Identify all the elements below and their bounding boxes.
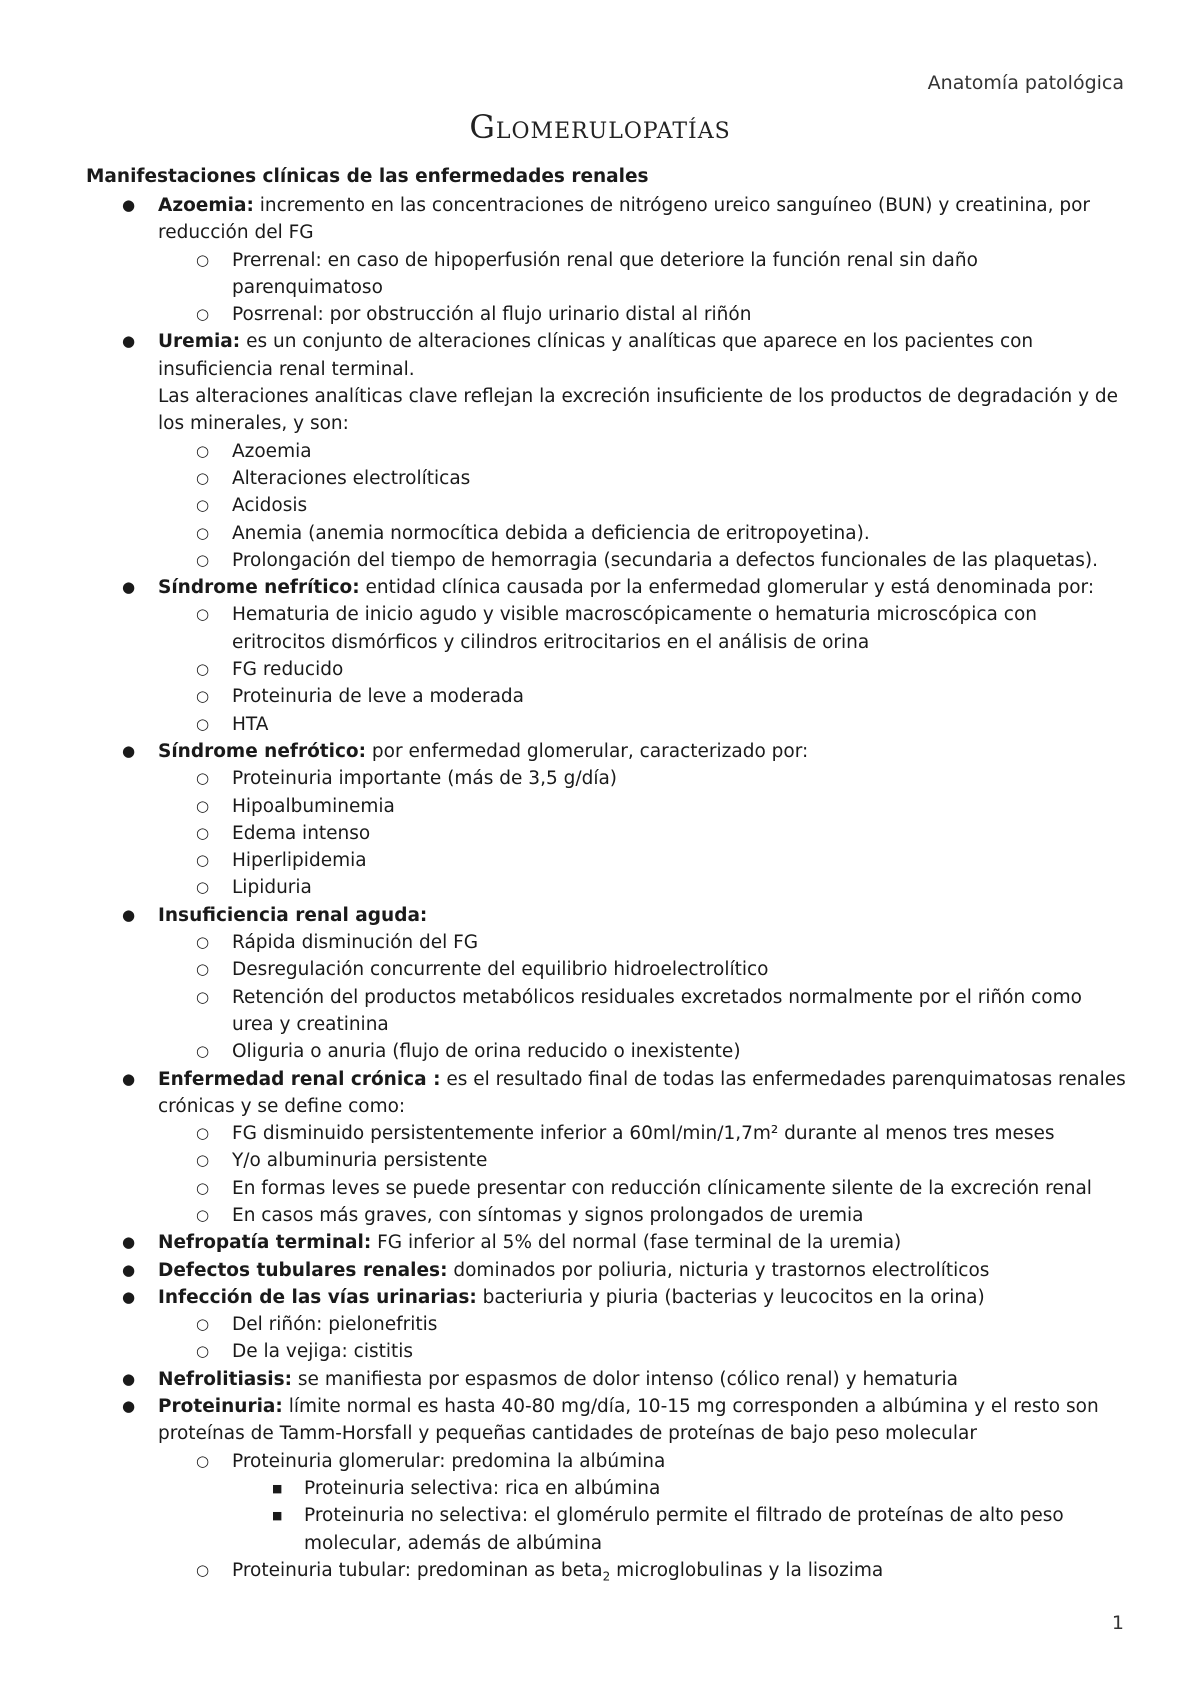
list-item [86,711,1126,738]
list-item [86,1120,1126,1147]
term-label: Enfermedad renal crónica : [158,1068,441,1090]
bullet-icon: ○ [196,1205,210,1224]
item-text: por enfermedad glomerular, caracterizado por: [366,740,809,762]
list-item [86,1393,1126,1448]
list-item [86,874,1126,901]
bullet-icon: ○ [196,851,210,870]
bullet-icon: ● [122,1287,136,1306]
bullet-icon: ○ [196,1560,210,1579]
bullet-icon: ● [122,1260,136,1279]
list-item [86,1147,1126,1174]
bullet-icon: ● [122,1369,136,1388]
list-item [86,1557,1126,1584]
item-text: Hiperlipidemia [232,850,367,872]
section-heading: Manifestaciones clínicas de las enfermedades renales [86,166,649,187]
item-text-after: microglobulinas y la lisozima [610,1559,884,1581]
item-text: Prerrenal: en caso de hipoperfusión renal que deteriore la función renal sin daño parenquimatoso [232,249,978,298]
bullet-icon: ○ [196,605,210,624]
item-text: Desregulación concurrente del equilibrio hidroelectrolítico [232,959,769,981]
list-item [86,1257,1126,1284]
bullet-icon: ○ [196,796,210,815]
list-item [86,247,1126,302]
item-text: se manifiesta por espasmos de dolor intenso (cólico renal) y hematuria [292,1368,958,1390]
list-item [86,902,1126,929]
bullet-icon: ○ [196,1178,210,1197]
list-item [86,738,1126,765]
term-label: Nefrolitiasis: [158,1368,293,1390]
bullet-icon: ○ [196,550,210,569]
list-item [86,601,1126,656]
term-label: Síndrome nefrótico: [158,740,367,762]
item-text: FG inferior al 5% del normal (fase terminal de la uremia) [371,1232,902,1254]
list-item [86,1175,1126,1202]
item-text: Hematuria de inicio agudo y visible macroscópicamente o hematuria microscópica con eritrocitos dismórficos y cilindros eritrocitarios en el análisis de orina [232,604,1037,653]
bullet-icon: ○ [196,496,210,515]
term-label: Nefropatía terminal: [158,1232,372,1254]
bullet-icon: ○ [196,687,210,706]
item-text: Proteinuria importante (más de 3,5 g/día) [232,768,618,790]
subscript: 2 [602,1569,611,1584]
list-item [86,1284,1126,1311]
list-item [86,574,1126,601]
list-item [86,1366,1126,1393]
term-label: Defectos tubulares renales: [158,1259,448,1281]
bullet-icon: ○ [196,441,210,460]
item-text: HTA [232,713,269,735]
item-text: Y/o albuminuria persistente [232,1150,488,1172]
item-text: FG reducido [232,659,344,681]
item-text: Oliguria o anuria (flujo de orina reducido o inexistente) [232,1041,741,1063]
bullet-icon: ○ [196,714,210,733]
bullet-icon: ■ [272,1481,283,1495]
item-text: Del riñón: pielonefritis [232,1314,438,1336]
list-item [86,547,1126,574]
item-text: Rápida disminución del FG [232,932,479,954]
bullet-icon: ○ [196,250,210,269]
list-item [86,1066,1126,1121]
list-item [86,192,1126,247]
term-label: Azoemia: [158,195,254,216]
item-text: Proteinuria de leve a moderada [232,686,524,708]
bullet-icon: ○ [196,468,210,487]
item-text: incremento en las concentraciones de nitrógeno ureico sanguíneo (BUN) y creatinina, por reducción del FG [158,195,1091,244]
item-text: Edema intenso [232,822,371,844]
bullet-icon: ● [122,196,136,214]
list-item [86,1202,1126,1229]
bullet-list [86,192,1126,1584]
list-item [86,1229,1126,1256]
list-item [86,465,1126,492]
list-item [86,301,1126,328]
document-header: Anatomía patológica [927,72,1124,94]
bullet-icon: ○ [196,769,210,788]
term-label: Uremia: [158,331,241,353]
item-text: Lipiduria [232,877,312,899]
list-item [86,1311,1126,1338]
page-number: 1 [1111,1612,1124,1634]
bullet-icon: ○ [196,878,210,897]
list-item [86,656,1126,683]
list-item [86,820,1126,847]
item-text: entidad clínica causada por la enfermedad glomerular y está denominada por: [359,577,1095,599]
bullet-icon: ○ [196,1451,210,1470]
item-text: bacteriuria y piuria (bacterias y leucocitos en la orina) [476,1286,985,1308]
item-text: De la vejiga: cistitis [232,1341,414,1363]
paragraph [86,383,1126,438]
item-text: Proteinuria tubular: predominan as beta [232,1559,603,1581]
item-text: es el resultado final de todas las enfermedades parenquimatosas renales crónicas y se define como: [158,1068,1126,1117]
list-item [86,1338,1126,1365]
bullet-icon: ● [122,1233,136,1252]
list-item [86,1502,1126,1557]
list-item [86,683,1126,710]
item-text: Posrrenal: por obstrucción al flujo urinario distal al riñón [232,304,752,326]
list-item [86,492,1126,519]
item-text: Acidosis [232,495,308,517]
list-item [86,793,1126,820]
list-item [86,765,1126,792]
bullet-icon: ○ [196,987,210,1006]
bullet-icon: ● [122,332,136,351]
item-text: Alteraciones electrolíticas [232,467,471,489]
bullet-icon: ● [122,1069,136,1088]
item-text: Proteinuria glomerular: predomina la albúmina [232,1450,666,1472]
page-title: Glomerulopatías [469,108,731,146]
bullet-icon: ■ [272,1509,283,1523]
list-item [86,1475,1126,1502]
item-text: Retención del productos metabólicos residuales excretados normalmente por el riñón como urea y creatinina [232,986,1082,1035]
list-item [86,847,1126,874]
list-item [86,438,1126,465]
bullet-icon: ○ [196,1342,210,1361]
item-text: Azoemia [232,440,312,462]
item-text: Proteinuria selectiva: rica en albúmina [304,1477,661,1499]
term-label: Síndrome nefrítico: [158,577,360,599]
item-text: FG disminuido persistentemente inferior a 60ml/min/1,7m² durante al menos tres meses [232,1123,1055,1145]
item-text: Hipoalbuminemia [232,795,395,817]
bullet-icon: ○ [196,305,210,324]
item-text: Proteinuria no selectiva: el glomérulo permite el filtrado de proteínas de alto peso molecular, además de albúmina [304,1505,1064,1554]
item-text: Anemia (anemia normocítica debida a deficiencia de eritropoyetina). [232,522,870,544]
item-text: Las alteraciones analíticas clave reflejan la excreción insuficiente de los productos de degradación y de los minerales, y son: [158,386,1119,435]
term-label: Infección de las vías urinarias: [158,1286,477,1308]
list-item [86,1448,1126,1475]
list-item [86,984,1126,1039]
item-text: En formas leves se puede presentar con reducción clínicamente silente de la excreción renal [232,1177,1092,1199]
list-item [86,956,1126,983]
bullet-icon: ○ [196,960,210,979]
list-item [86,929,1126,956]
item-text: Prolongación del tiempo de hemorragia (secundaria a defectos funcionales de las plaquetas). [232,549,1099,571]
bullet-icon: ○ [196,1151,210,1170]
term-label: Insuficiencia renal aguda: [158,904,428,926]
list-item [86,1038,1126,1065]
bullet-icon: ● [122,578,136,597]
bullet-icon: ● [122,905,136,924]
list-item [86,328,1126,383]
list-item [86,520,1126,547]
bullet-icon: ○ [196,660,210,679]
bullet-icon: ○ [196,523,210,542]
bullet-icon: ○ [196,933,210,952]
item-text: dominados por poliuria, nicturia y trastornos electrolíticos [447,1259,990,1281]
item-text: límite normal es hasta 40-80 mg/día, 10-15 mg corresponden a albúmina y el resto son proteínas de Tamm-Horsfall y pequeñas cantidades de proteínas de bajo peso molecular [158,1396,1099,1445]
bullet-icon: ○ [196,1315,210,1334]
bullet-icon: ○ [196,1124,210,1143]
bullet-icon: ○ [196,823,210,842]
bullet-icon: ● [122,741,136,760]
item-text: es un conjunto de alteraciones clínicas y analíticas que aparece en los pacientes con insuficiencia renal terminal. [158,331,1034,380]
term-label: Proteinuria: [158,1396,283,1418]
bullet-icon: ○ [196,1042,210,1061]
bullet-icon: ● [122,1397,136,1416]
item-text: En casos más graves, con síntomas y signos prolongados de uremia [232,1204,864,1226]
